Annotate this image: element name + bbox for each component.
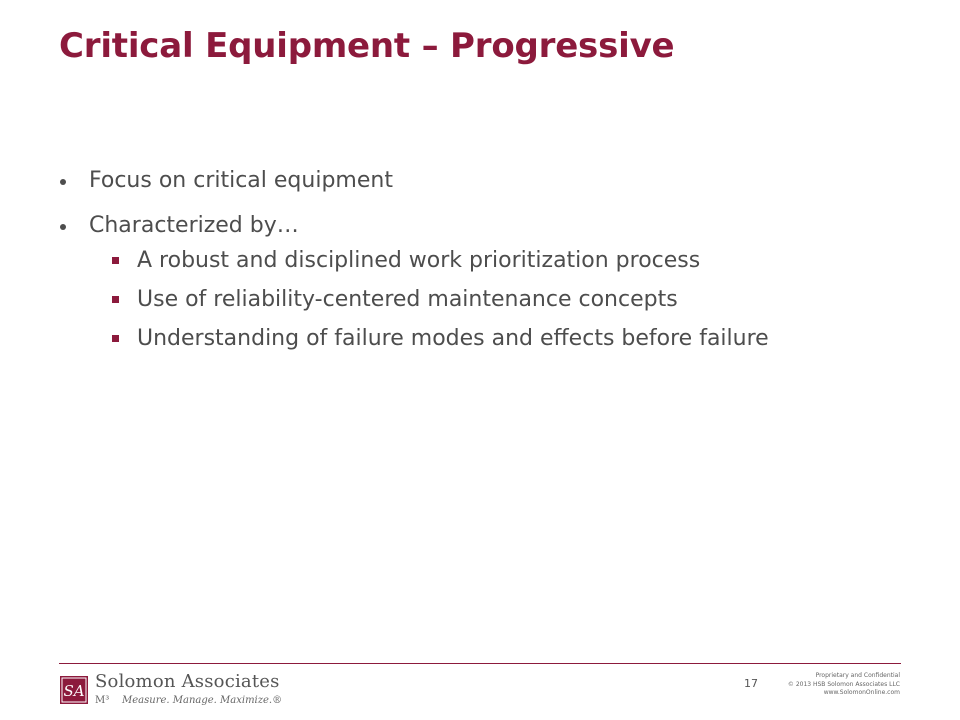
solomon-logo-icon (60, 676, 88, 704)
sub-bullet-item (89, 284, 920, 316)
sub-bullet-text: Understanding of failure modes and effects before failure (137, 326, 769, 351)
bullet-item (60, 165, 920, 197)
bullet-dot-icon (60, 224, 66, 230)
logo-mark: M³ (95, 695, 110, 706)
legal-notice (788, 672, 900, 698)
company-tagline: Measure. Manage. Maximize.® (122, 695, 283, 706)
sub-bullet-text: Use of reliability-centered maintenance concepts (137, 287, 678, 312)
sub-bullet-list (89, 245, 920, 355)
square-bullet-icon (112, 296, 119, 303)
footer-divider (59, 663, 901, 664)
slide-title: Critical Equipment – Progressive (59, 26, 675, 66)
square-bullet-icon (112, 335, 119, 342)
bullet-text: Characterized by… (89, 213, 299, 238)
bullet-dot-icon (60, 179, 66, 185)
page-number: 17 (744, 677, 758, 690)
logo-monogram-text: SA (63, 682, 85, 700)
legal-line: www.SolomonOnline.com (823, 689, 900, 696)
bullet-text: Focus on critical equipment (89, 168, 393, 193)
legal-line: Proprietary and Confidential (815, 672, 900, 679)
sub-bullet-item (89, 245, 920, 277)
bullet-list (60, 165, 920, 368)
bullet-item (60, 210, 920, 355)
legal-line: © 2013 HSB Solomon Associates LLC (787, 680, 900, 688)
sub-bullet-text: A robust and disciplined work prioritization process (137, 248, 701, 273)
logo-monogram-graphic (60, 676, 88, 704)
square-bullet-icon (112, 257, 119, 264)
company-name: Solomon Associates (95, 671, 280, 692)
sub-bullet-item (89, 323, 920, 355)
